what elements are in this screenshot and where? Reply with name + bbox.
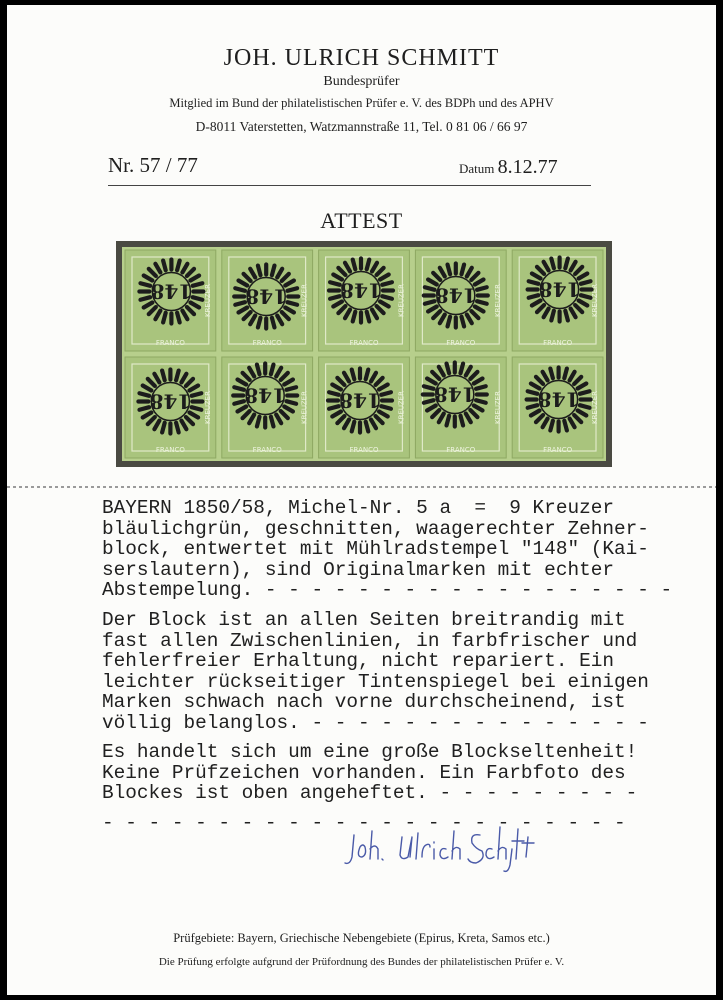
postmark-number: 148 [149,389,192,414]
mill-wheel-postmark [528,258,592,322]
filler-dash-line: - - - - - - - - - - - - - - - - - - - - - - - [102,812,626,834]
stamp-7 [222,357,313,458]
header-divider [108,185,591,186]
stamp-inscription-bottom: FRANCO [543,446,573,454]
stamp-inscription-bottom: FRANCO [252,446,282,454]
stamp-inscription-side: KREUZER [203,391,212,424]
mill-wheel-postmark [139,260,203,324]
postmark-number: 148 [433,382,476,407]
postmark-number: 148 [537,387,580,412]
stamp-block-photo [116,241,612,467]
stamp-inscription-side: KREUZER [203,284,212,317]
stamp-9 [415,357,506,458]
postmark-number: 148 [339,388,381,413]
stamp-inscription-bottom: FRANCO [155,339,185,347]
stamp-inscription-side: KREUZER [494,391,503,424]
stamp-inscription-side: KREUZER [591,391,599,424]
postmark-number: 148 [244,383,287,408]
stamp-inscription-side: KREUZER [397,284,406,317]
stamp-inscription-bottom: FRANCO [155,446,185,454]
expert-title: Bundesprüfer [323,74,400,89]
stamp-inscription-side: KREUZER [300,284,309,317]
stamp-inscription-bottom: FRANCO [446,446,476,454]
test-areas-line: Prüfgebiete: Bayern, Griechische Nebengebiete (Epirus, Kreta, Samos etc.) [173,931,550,945]
stamp-5 [512,250,603,351]
description-paragraph: BAYERN 1850/58, Michel-Nr. 5 a = 9 Kreuzer bläulichgrün, geschnitten, waagerechter Zehner- block, entwertet mit Mühlradstempel "148" (Kai- serslautern), sind Originalmarken mit echter Abstempelung. - - - - - - - - - - - - - - - - - - [102,497,673,602]
certificate-date [459,156,558,179]
mill-wheel-postmark [328,369,392,433]
postmark-number: 148 [538,277,581,302]
stamp-1 [125,250,216,351]
postmark-number: 148 [340,278,382,303]
postmark-number: 148 [434,283,477,308]
date-label: Datum [459,161,495,176]
stamp-10 [512,357,603,458]
handwritten-signature [342,813,542,883]
mill-wheel-postmark [424,264,488,328]
association-line: Mitglied im Bund der philatelistischen Prüfer e. V. des BDPh und des APHV [169,96,554,110]
mill-wheel-postmark [423,363,487,427]
mill-wheel-postmark [527,368,591,432]
condition-paragraph: Der Block ist an allen Seiten breitrandig mit fast allen Zwischenlinien, in farbfrischer und fehlerfreier Erhaltung, nicht repariert. Ein leichter rückseitiger Tintenspiegel bei einigen Marken schwach nach vorne durchscheinend, ist völlig belanglos. - - - - - - - - - - - - - - - [102,609,649,734]
postmark-number: 148 [245,284,288,309]
stamp-inscription-side: KREUZER [494,284,503,317]
mill-wheel-postmark [138,370,202,434]
number-value: 57 / 77 [139,153,198,177]
mill-wheel-postmark [233,364,297,428]
stamp-6 [125,357,216,458]
expert-name: JOH. ULRICH SCHMITT [223,45,500,71]
stamp-inscription-side: KREUZER [397,391,406,424]
rarity-paragraph: Es handelt sich um eine große Blockseltenheit! Keine Prüfzeichen vorhanden. Ein Farbfoto des Blockes ist oben angeheftet. - - - - - - - - - [102,741,638,805]
stamp-inscription-bottom: FRANCO [349,446,379,454]
stamp-2 [222,250,313,351]
stamp-inscription-bottom: FRANCO [252,339,282,347]
stamp-8 [319,357,410,458]
stamp-inscription-bottom: FRANCO [349,339,379,347]
stamp-inscription-side: KREUZER [591,284,599,317]
stamp-3 [319,250,410,351]
date-value: 8.12.77 [497,156,558,178]
certificate-sheet [7,5,716,995]
certificate-number [108,153,198,178]
photo-edge-line [7,486,716,488]
postmark-number: 148 [150,279,193,304]
document-heading: ATTEST [320,208,403,233]
stamp-inscription-bottom: FRANCO [543,339,573,347]
stamp-4 [415,250,506,351]
address-line: D-8011 Vaterstetten, Watzmannstraße 11, Tel. 0 81 06 / 66 97 [195,119,528,134]
stamp-inscription-side: KREUZER [300,391,309,424]
mill-wheel-postmark [234,265,298,329]
mill-wheel-postmark [329,259,393,323]
regulation-line: Die Prüfung erfolgte aufgrund der Prüfordnung des Bundes der philatelistischen Prüfer e. V. [158,956,565,968]
number-label: Nr. [108,153,135,177]
stamp-inscription-bottom: FRANCO [446,339,476,347]
